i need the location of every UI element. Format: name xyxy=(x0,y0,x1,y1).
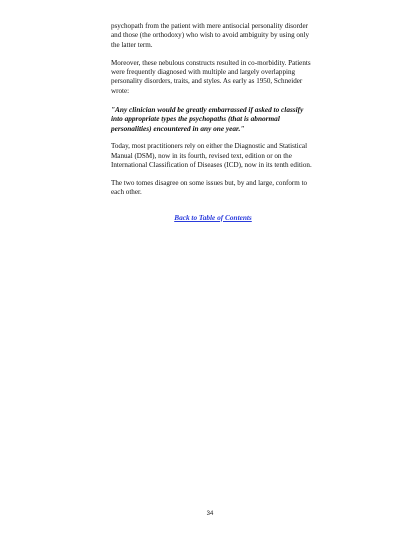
paragraph-tomes: The two tomes disagree on some issues but, by and large, conform to each other. xyxy=(111,179,308,197)
paragraph-dsm-icd: Today, most practitioners rely on either the Diagnostic and Statistical Manual (DSM), now in its fourth, revised text, edition or on the International Classification of Diseases (ICD), now in its tenth edition. xyxy=(111,142,312,169)
page-content xyxy=(111,22,315,225)
page-number: 34 xyxy=(206,511,214,517)
toc-link-container xyxy=(111,207,315,225)
back-to-toc-link[interactable]: Back to Table of Contents xyxy=(174,212,252,222)
schneider-quote: "Any clinician would be greatly embarrassed if asked to classify into appropriate types the psychopaths (that is abnormal personalities) encountered in any one year." xyxy=(111,105,304,133)
paragraph-continuation: psychopath from the patient with mere antisocial personality disorder and those (the orthodoxy) who wish to avoid ambiguity by using only the latter term. xyxy=(111,22,310,49)
paragraph-comorbidity: Moreover, these nebulous constructs resulted in co-morbidity. Patients were frequently diagnosed with multiple and largely overlapping personality disorders, traits, and styles. As early as 1950, Schneider wrote: xyxy=(111,58,311,95)
